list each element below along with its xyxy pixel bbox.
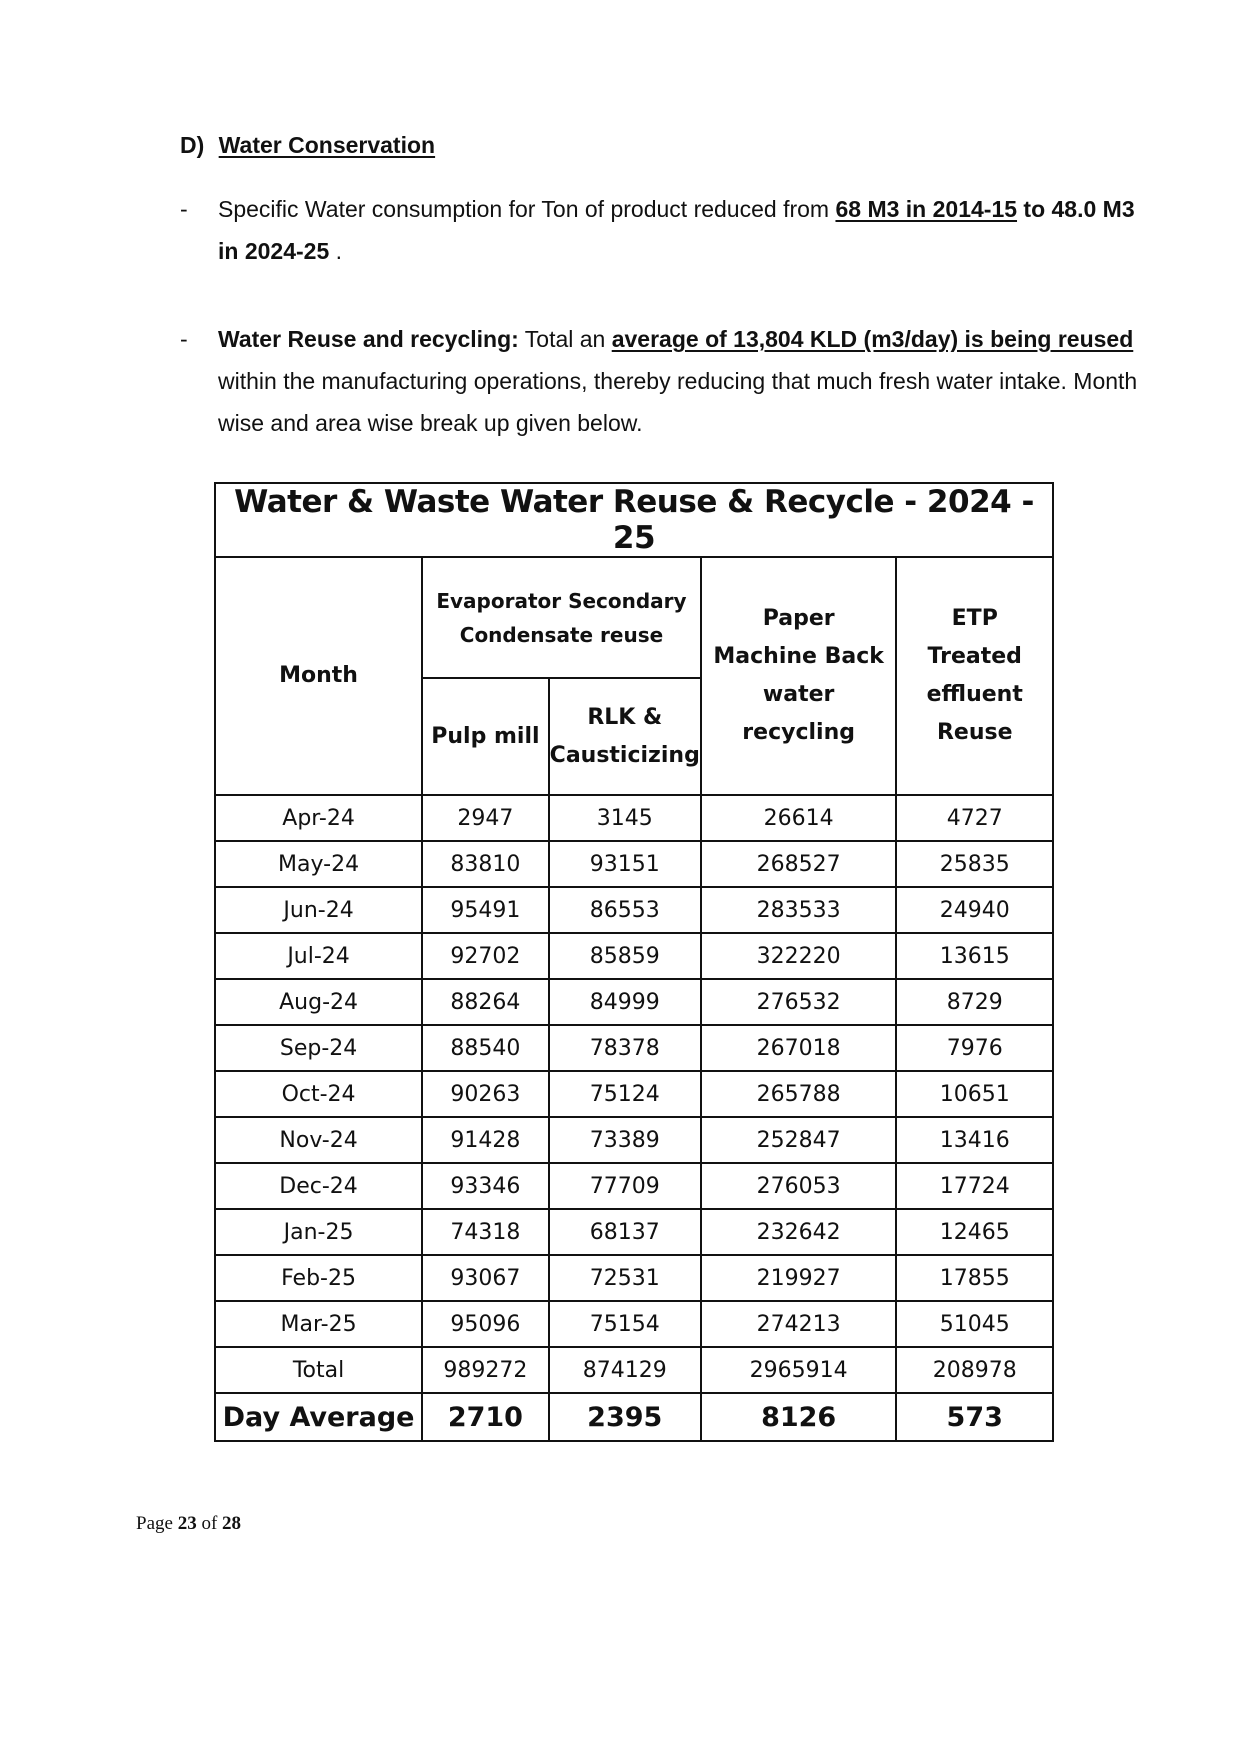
cell-rlk: 3145	[549, 795, 701, 841]
cell-rlk: 86553	[549, 887, 701, 933]
header-month: Month	[215, 557, 422, 795]
header-rlk: RLK & Causticizing	[549, 678, 701, 795]
cell-rlk: 93151	[549, 841, 701, 887]
table-row	[215, 933, 1053, 979]
table-row	[215, 1025, 1053, 1071]
cell-pm: 276532	[701, 979, 897, 1025]
cell-rlk: 75154	[549, 1301, 701, 1347]
page-footer	[136, 1513, 241, 1535]
cell-etp: 17855	[896, 1255, 1053, 1301]
header-paper-machine: Paper Machine Back water recycling	[701, 557, 897, 795]
cell-pm: 232642	[701, 1209, 897, 1255]
cell-etp: 7976	[896, 1025, 1053, 1071]
bullet-prefix: Specific Water consumption for Ton of product reduced from	[218, 196, 836, 222]
average-etp: 573	[896, 1393, 1053, 1441]
section-title: Water Conservation	[218, 132, 436, 158]
reuse-table-wrapper	[214, 482, 1054, 1442]
cell-month: Jul-24	[215, 933, 422, 979]
cell-pm: 268527	[701, 841, 897, 887]
table-title: Water & Waste Water Reuse & Recycle - 2024 - 25	[215, 483, 1053, 557]
table-row	[215, 841, 1053, 887]
cell-rlk: 77709	[549, 1163, 701, 1209]
cell-etp: 12465	[896, 1209, 1053, 1255]
cell-month: Dec-24	[215, 1163, 422, 1209]
total-pm: 2965914	[701, 1347, 897, 1393]
total-etp: 208978	[896, 1347, 1053, 1393]
cell-pm: 322220	[701, 933, 897, 979]
cell-month: May-24	[215, 841, 422, 887]
total-pulp: 989272	[422, 1347, 549, 1393]
cell-rlk: 72531	[549, 1255, 701, 1301]
cell-rlk: 84999	[549, 979, 701, 1025]
cell-etp: 25835	[896, 841, 1053, 887]
cell-rlk: 75124	[549, 1071, 701, 1117]
cell-etp: 13615	[896, 933, 1053, 979]
bullet-lead: Water Reuse and recycling:	[218, 326, 519, 352]
cell-pulp: 95491	[422, 887, 549, 933]
cell-month: Mar-25	[215, 1301, 422, 1347]
bullet-dash: -	[180, 196, 188, 222]
header-etp: ETP Treated effluent Reuse	[896, 557, 1053, 795]
cell-rlk: 78378	[549, 1025, 701, 1071]
table-row	[215, 887, 1053, 933]
cell-etp: 4727	[896, 795, 1053, 841]
bullet-text	[218, 188, 1148, 272]
bullet-underlined: 68 M3 in 2014-15	[835, 196, 1018, 222]
total-rlk: 874129	[549, 1347, 701, 1393]
table-row	[215, 1071, 1053, 1117]
cell-etp: 10651	[896, 1071, 1053, 1117]
cell-pulp: 93346	[422, 1163, 549, 1209]
table-body	[215, 795, 1053, 1347]
cell-pulp: 92702	[422, 933, 549, 979]
cell-pulp: 88264	[422, 979, 549, 1025]
cell-rlk: 73389	[549, 1117, 701, 1163]
table-row	[215, 795, 1053, 841]
bullet-underlined: average of 13,804 KLD (m3/day) is being reused	[611, 326, 1134, 352]
cell-pm: 26614	[701, 795, 897, 841]
footer-page-word: Page	[136, 1513, 173, 1534]
cell-pulp: 2947	[422, 795, 549, 841]
footer-of-word: of	[201, 1513, 218, 1534]
section-heading	[180, 132, 435, 159]
total-label: Total	[215, 1347, 422, 1393]
cell-month: Nov-24	[215, 1117, 422, 1163]
cell-etp: 8729	[896, 979, 1053, 1025]
bullet-prefix: Total an	[518, 326, 612, 352]
footer-page-number: 23	[177, 1513, 197, 1534]
cell-month: Apr-24	[215, 795, 422, 841]
header-evaporator-group: Evaporator Secondary Condensate reuse	[422, 557, 701, 678]
cell-pm: 274213	[701, 1301, 897, 1347]
cell-month: Aug-24	[215, 979, 422, 1025]
cell-pulp: 74318	[422, 1209, 549, 1255]
average-label: Day Average	[215, 1393, 422, 1441]
bullet-suffix: within the manufacturing operations, thereby reducing that much fresh water intake. Month wise and area wise break up given below.	[218, 368, 1138, 436]
footer-total-pages: 28	[222, 1513, 242, 1534]
cell-month: Feb-25	[215, 1255, 422, 1301]
table-row	[215, 1163, 1053, 1209]
cell-pm: 267018	[701, 1025, 897, 1071]
table-row	[215, 1301, 1053, 1347]
table-row	[215, 1117, 1053, 1163]
cell-etp: 24940	[896, 887, 1053, 933]
cell-month: Oct-24	[215, 1071, 422, 1117]
bullet-text	[218, 318, 1148, 444]
cell-etp: 13416	[896, 1117, 1053, 1163]
average-rlk: 2395	[549, 1393, 701, 1441]
total-row	[215, 1347, 1053, 1393]
cell-pulp: 93067	[422, 1255, 549, 1301]
cell-pm: 276053	[701, 1163, 897, 1209]
cell-rlk: 85859	[549, 933, 701, 979]
bullet-bold: to 48.0 M3 in 2024-25	[218, 196, 1135, 264]
cell-etp: 51045	[896, 1301, 1053, 1347]
reuse-recycle-table	[214, 482, 1054, 1442]
cell-pulp: 88540	[422, 1025, 549, 1071]
average-pm: 8126	[701, 1393, 897, 1441]
cell-pm: 252847	[701, 1117, 897, 1163]
bullet-suffix: .	[329, 238, 343, 264]
cell-pulp: 90263	[422, 1071, 549, 1117]
cell-month: Jun-24	[215, 887, 422, 933]
cell-pulp: 95096	[422, 1301, 549, 1347]
cell-pm: 283533	[701, 887, 897, 933]
cell-month: Jan-25	[215, 1209, 422, 1255]
average-pulp: 2710	[422, 1393, 549, 1441]
cell-rlk: 68137	[549, 1209, 701, 1255]
cell-month: Sep-24	[215, 1025, 422, 1071]
table-row	[215, 1209, 1053, 1255]
cell-etp: 17724	[896, 1163, 1053, 1209]
bullet-dash: -	[180, 326, 188, 352]
cell-pulp: 83810	[422, 841, 549, 887]
cell-pm: 265788	[701, 1071, 897, 1117]
section-label: D)	[180, 132, 205, 158]
table-row	[215, 1255, 1053, 1301]
header-pulp-mill: Pulp mill	[422, 678, 549, 795]
table-row	[215, 979, 1053, 1025]
cell-pulp: 91428	[422, 1117, 549, 1163]
cell-pm: 219927	[701, 1255, 897, 1301]
day-average-row	[215, 1393, 1053, 1441]
